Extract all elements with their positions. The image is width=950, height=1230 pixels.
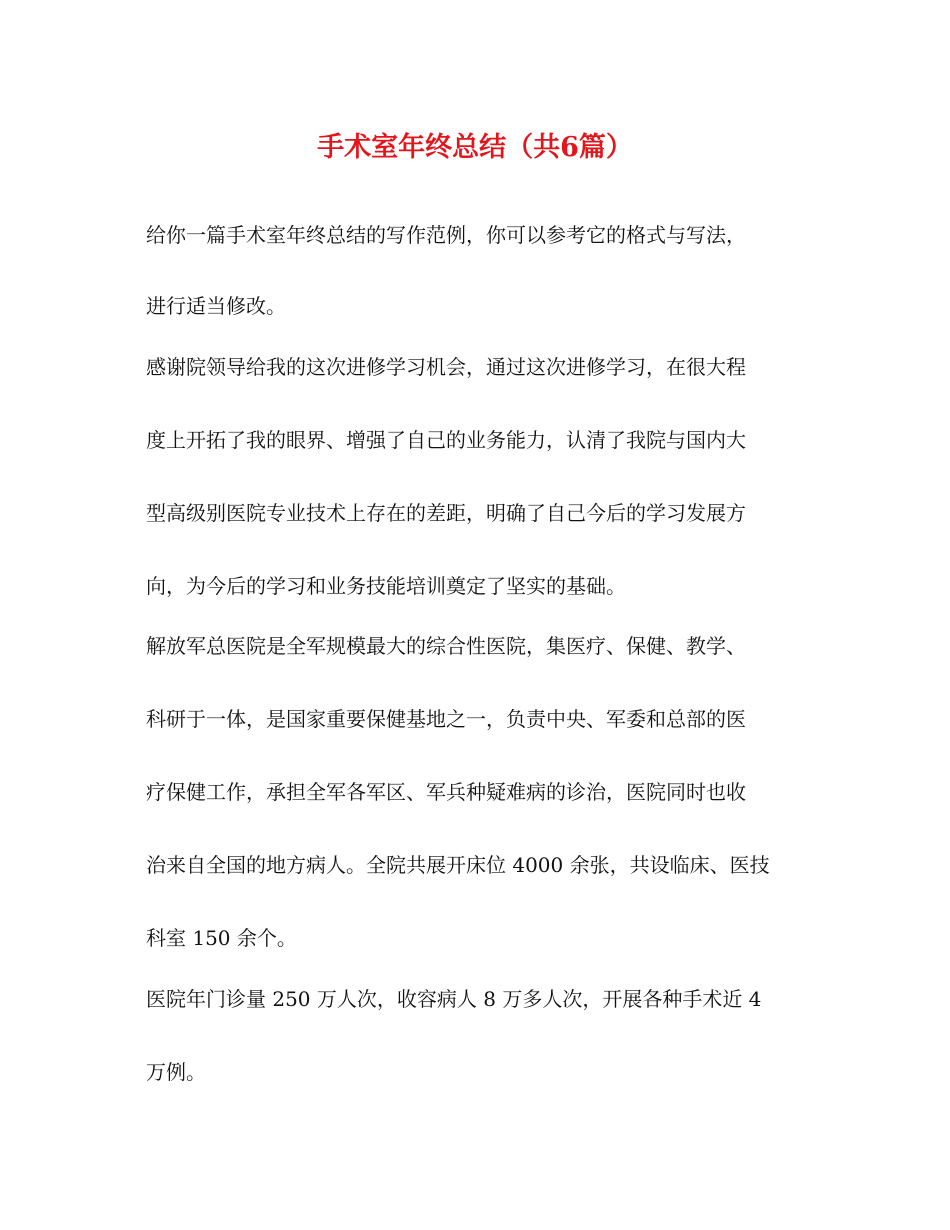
paragraph-2-line-4: 治来自全国的地方病人。全院共展开床位 4000 余张，共设临床、医技 bbox=[146, 853, 770, 877]
paragraph-2-line-5: 科室 150 余个。 bbox=[146, 926, 297, 950]
paragraph-1-line-4: 向，为今后的学习和业务技能培训奠定了坚实的基础。 bbox=[146, 574, 626, 598]
intro-line-2: 进行适当修改。 bbox=[146, 294, 286, 318]
paragraph-3-line-1: 医院年门诊量 250 万人次，收容病人 8 万多人次，开展各种手术近 4 bbox=[146, 987, 762, 1011]
paragraph-1-line-1: 感谢院领导给我的这次进修学习机会，通过这次进修学习，在很大程 bbox=[146, 355, 746, 379]
paragraph-3-line-2: 万例。 bbox=[146, 1060, 206, 1084]
intro-line-1: 给你一篇手术室年终总结的写作范例，你可以参考它的格式与写法， bbox=[146, 223, 746, 247]
paragraph-1-line-3: 型高级别医院专业技术上存在的差距，明确了自己今后的学习发展方 bbox=[146, 501, 746, 525]
paragraph-2-line-2: 科研于一体，是国家重要保健基地之一，负责中央、军委和总部的医 bbox=[146, 707, 746, 731]
paragraph-2-line-3: 疗保健工作，承担全军各军区、军兵种疑难病的诊治，医院同时也收 bbox=[146, 780, 746, 804]
paragraph-2-line-1: 解放军总医院是全军规模最大的综合性医院，集医疗、保健、教学、 bbox=[146, 634, 746, 658]
document-title: 手术室年终总结（共6篇） bbox=[317, 132, 633, 163]
paragraph-1-line-2: 度上开拓了我的眼界、增强了自己的业务能力，认清了我院与国内大 bbox=[146, 428, 746, 452]
